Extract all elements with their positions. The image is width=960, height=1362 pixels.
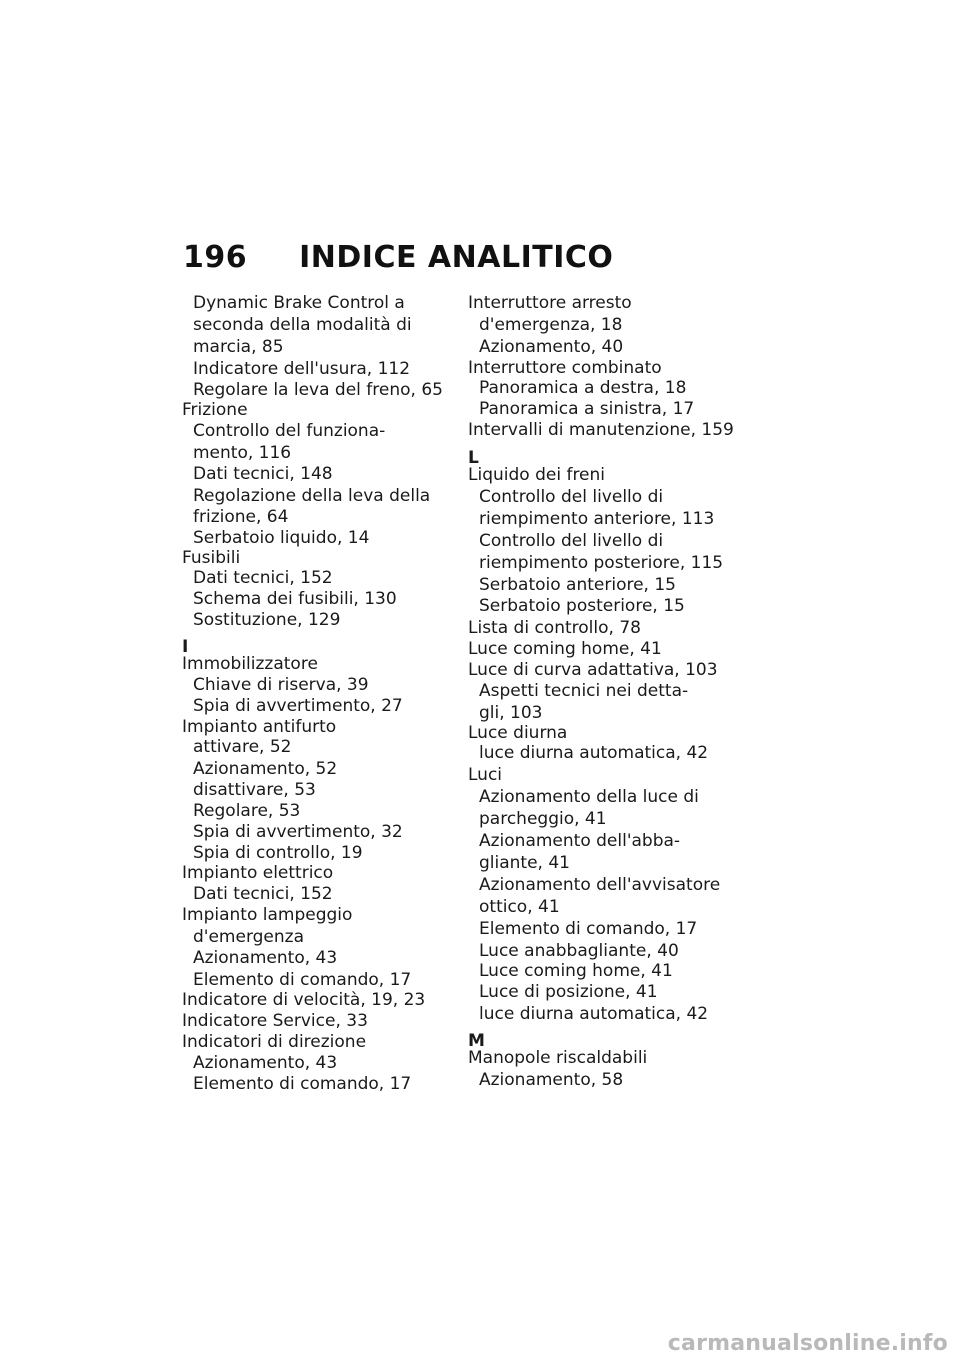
index-entry: Indicatori di direzione	[182, 1032, 367, 1052]
index-subentry: luce diurna automatica, 42	[479, 1004, 709, 1024]
index-subentry: Azionamento, 43	[193, 1053, 338, 1073]
index-subentry: Dati tecnici, 152	[193, 884, 333, 904]
index-entry: Interruttore combinato	[468, 358, 662, 378]
index-subentry: Panoramica a sinistra, 17	[479, 399, 695, 419]
index-subentry: Elemento di comando, 17	[193, 1074, 412, 1094]
page-header	[183, 240, 613, 275]
index-entry: Frizione	[182, 400, 248, 420]
index-subentry: Controllo del funziona-	[193, 421, 386, 441]
index-entry: Luce diurna	[468, 723, 568, 743]
index-subentry: Luce di posizione, 41	[479, 982, 658, 1002]
index-subentry: Controllo del livello di	[479, 531, 664, 551]
index-entry: Indicatore Service, 33	[182, 1011, 368, 1031]
index-subentry: Serbatoio liquido, 14	[193, 528, 370, 548]
index-subentry: disattivare, 53	[193, 780, 316, 800]
watermark: carmanualsonline.info	[667, 1331, 948, 1356]
index-entry: Manopole riscaldabili	[468, 1048, 648, 1068]
index-subentry: Spia di controllo, 19	[193, 843, 363, 863]
index-subentry: d'emergenza, 18	[479, 315, 623, 335]
index-subentry: d'emergenza	[193, 927, 304, 947]
index-entry: Indicatore di velocità, 19, 23	[182, 990, 426, 1010]
index-subentry: Azionamento dell'abba-	[479, 831, 681, 851]
index-entry: Luci	[468, 765, 503, 785]
index-subentry: seconda della modalità di	[193, 315, 412, 335]
index-subentry: ottico, 41	[479, 897, 560, 917]
index-subentry: Serbatoio anteriore, 15	[479, 575, 676, 595]
index-entry: Impianto lampeggio	[182, 905, 353, 925]
index-subentry: luce diurna automatica, 42	[479, 743, 709, 763]
index-subentry: Dati tecnici, 152	[193, 568, 333, 588]
index-entry: Interruttore arresto	[468, 293, 632, 313]
index-subentry: Serbatoio posteriore, 15	[479, 596, 685, 616]
index-subentry: frizione, 64	[193, 507, 289, 527]
index-subentry: mento, 116	[193, 443, 292, 463]
index-subentry: Dynamic Brake Control a	[193, 293, 405, 313]
index-letter-heading: I	[182, 637, 189, 657]
index-entry: Intervalli di manutenzione, 159	[468, 420, 734, 440]
index-entry: Impianto elettrico	[182, 863, 334, 883]
index-subentry: Azionamento, 43	[193, 948, 338, 968]
index-entry: Luce coming home, 41	[468, 639, 662, 659]
index-subentry: Elemento di comando, 17	[479, 919, 698, 939]
index-subentry: parcheggio, 41	[479, 809, 607, 829]
index-entry: Immobilizzatore	[182, 654, 318, 674]
page-title: INDICE ANALITICO	[299, 240, 614, 275]
index-subentry: Azionamento, 52	[193, 759, 338, 779]
index-subentry: Spia di avvertimento, 27	[193, 696, 403, 716]
index-subentry: Regolare, 53	[193, 801, 301, 821]
index-subentry: Indicatore dell'usura, 112	[193, 359, 411, 379]
index-subentry: Elemento di comando, 17	[193, 970, 412, 990]
index-subentry: Luce anabbagliante, 40	[479, 941, 679, 961]
index-entry: Impianto antifurto	[182, 717, 337, 737]
index-entry: Fusibili	[182, 548, 241, 568]
index-subentry: Dati tecnici, 148	[193, 464, 333, 484]
index-letter-heading: L	[468, 448, 479, 468]
index-subentry: Luce coming home, 41	[479, 961, 673, 981]
index-subentry: gli, 103	[479, 703, 543, 723]
index-subentry: Controllo del livello di	[479, 487, 664, 507]
index-subentry: Regolazione della leva della	[193, 486, 431, 506]
index-entry: Liquido dei freni	[468, 465, 606, 485]
index-subentry: riempimento anteriore, 113	[479, 509, 715, 529]
page-number: 196	[183, 240, 248, 275]
index-letter-heading: M	[468, 1031, 485, 1051]
index-subentry: Panoramica a destra, 18	[479, 378, 687, 398]
index-subentry: Azionamento dell'avvisatore	[479, 875, 721, 895]
index-subentry: Sostituzione, 129	[193, 610, 341, 630]
index-subentry: Aspetti tecnici nei detta-	[479, 681, 689, 701]
index-subentry: attivare, 52	[193, 737, 292, 757]
index-subentry: riempimento posteriore, 115	[479, 553, 724, 573]
index-subentry: Azionamento della luce di	[479, 787, 699, 807]
index-subentry: Azionamento, 40	[479, 337, 624, 357]
index-subentry: Chiave di riserva, 39	[193, 675, 369, 695]
index-entry: Lista di controllo, 78	[468, 618, 641, 638]
index-subentry: gliante, 41	[479, 853, 570, 873]
index-entry: Luce di curva adattativa, 103	[468, 660, 718, 680]
index-subentry: marcia, 85	[193, 337, 284, 357]
index-subentry: Spia di avvertimento, 32	[193, 822, 403, 842]
index-subentry: Schema dei fusibili, 130	[193, 589, 397, 609]
index-subentry: Azionamento, 58	[479, 1070, 624, 1090]
index-subentry: Regolare la leva del freno, 65	[193, 380, 443, 400]
